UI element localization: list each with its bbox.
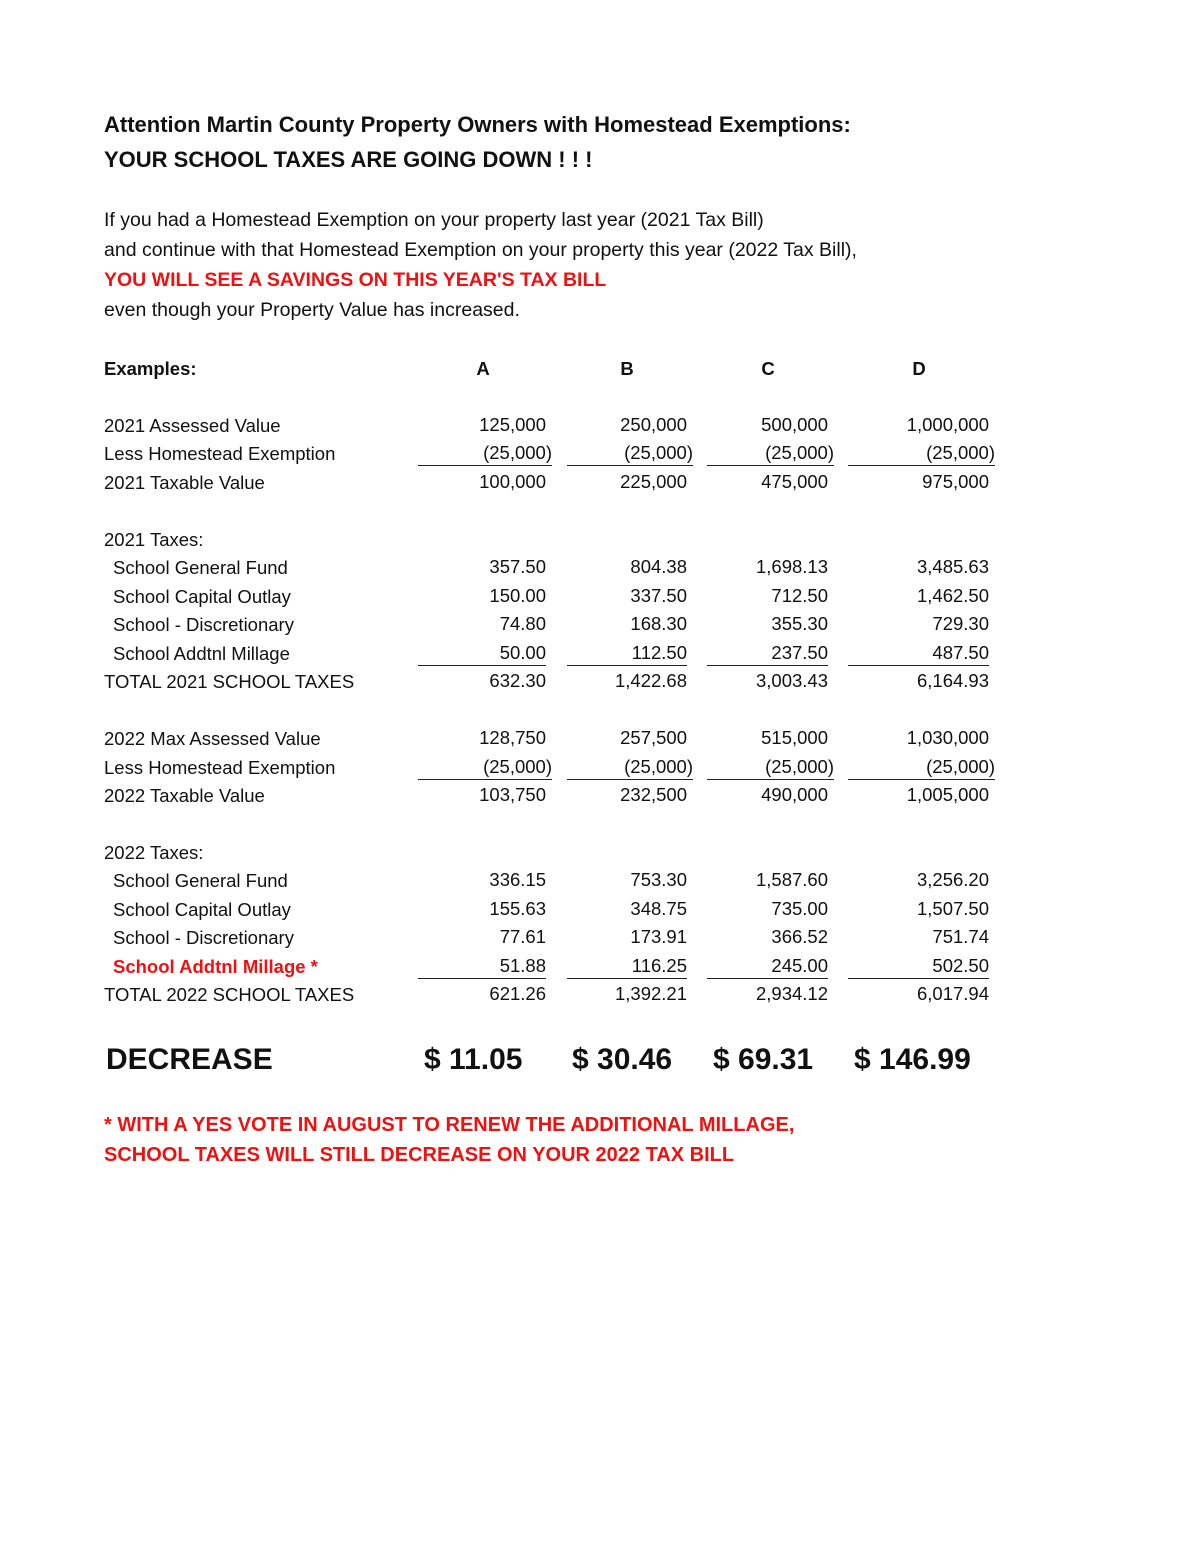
row-label: School General Fund [113,870,288,891]
value-cell-d: 3,256.20 [916,869,989,890]
examples-label: Examples: [104,358,197,379]
value-cell-b: 225,000 [620,471,687,492]
value-cell-d: 975,000 [922,471,989,492]
value-cell-d: 751.74 [932,926,989,947]
value-cell-c: (25,000) [707,441,834,466]
value-cell-c: 735.00 [771,898,828,919]
table-row [0,584,1200,610]
value-cell-c: 515,000 [761,727,828,748]
value-cell-d: 502.50 [848,954,989,979]
value-cell-a: 50.00 [418,641,546,666]
value-cell-c: 1,698.13 [755,556,828,577]
value-cell-a: 632.30 [489,670,546,691]
table-row [0,470,1200,496]
value-cell-d: 3,485.63 [916,556,989,577]
row-label: 2022 Max Assessed Value [104,728,321,749]
column-header-a: A [476,358,490,379]
value-cell-d: 729.30 [932,613,989,634]
table-row [0,527,1200,553]
table-row [0,897,1200,923]
intro-savings-highlight: YOU WILL SEE A SAVINGS ON THIS YEAR'S TAX BILL [104,269,607,291]
value-cell-b: (25,000) [567,755,693,780]
value-cell-b: 348.75 [630,898,687,919]
row-label: School Capital Outlay [113,586,291,607]
intro-line-2: and continue with that Homestead Exemption on your property this year (2022 Tax Bill), [104,239,857,261]
table-row [0,612,1200,638]
value-cell-a: 100,000 [479,471,546,492]
value-cell-d: 1,030,000 [906,727,989,748]
value-cell-d: (25,000) [848,441,995,466]
value-cell-a: 77.61 [499,926,546,947]
footnote-line-2: SCHOOL TAXES WILL STILL DECREASE ON YOUR 2022 TAX BILL [104,1144,735,1166]
value-cell-b: 232,500 [620,784,687,805]
row-label: School Capital Outlay [113,899,291,920]
decrease-value-d: $ 146.99 [854,1043,971,1076]
title-line-1: Attention Martin County Property Owners with Homestead Exemptions: [104,112,851,137]
row-label: TOTAL 2022 SCHOOL TAXES [104,984,355,1005]
value-cell-a: 357.50 [489,556,546,577]
row-label: School General Fund [113,557,288,578]
value-cell-a: (25,000) [418,755,552,780]
value-cell-b: (25,000) [567,441,693,466]
table-row [0,925,1200,951]
value-cell-c: 3,003.43 [755,670,828,691]
value-cell-b: 112.50 [567,641,687,666]
table-row [0,726,1200,752]
value-cell-d: 1,507.50 [916,898,989,919]
value-cell-b: 753.30 [630,869,687,890]
value-cell-b: 804.38 [630,556,687,577]
value-cell-a: 74.80 [499,613,546,634]
value-cell-a: 621.26 [489,983,546,1004]
value-cell-a: 51.88 [418,954,546,979]
row-label: School Addtnl Millage [113,643,290,664]
row-label: Less Homestead Exemption [104,443,336,464]
value-cell-a: (25,000) [418,441,552,466]
decrease-row [0,1040,1200,1080]
value-cell-c: 355.30 [771,613,828,634]
value-cell-b: 1,422.68 [614,670,687,691]
examples-header-row [0,356,1200,382]
value-cell-c: 366.52 [771,926,828,947]
value-cell-d: (25,000) [848,755,995,780]
row-label: Less Homestead Exemption [104,757,336,778]
value-cell-a: 125,000 [479,414,546,435]
row-label: School - Discretionary [113,614,294,635]
value-cell-d: 6,017.94 [916,983,989,1004]
table-row [0,641,1200,667]
row-label: School Addtnl Millage * [113,956,318,977]
table-row [0,840,1200,866]
value-cell-b: 257,500 [620,727,687,748]
value-cell-c: 245.00 [707,954,828,979]
table-row [0,783,1200,809]
value-cell-b: 116.25 [567,954,687,979]
value-cell-a: 128,750 [479,727,546,748]
value-cell-d: 487.50 [848,641,989,666]
value-cell-c: 1,587.60 [755,869,828,890]
table-row [0,413,1200,439]
value-cell-c: 712.50 [771,585,828,606]
value-cell-a: 150.00 [489,585,546,606]
row-label: 2021 Assessed Value [104,415,281,436]
value-cell-c: 500,000 [761,414,828,435]
value-cell-c: (25,000) [707,755,834,780]
value-cell-c: 475,000 [761,471,828,492]
title-line-2: YOUR SCHOOL TAXES ARE GOING DOWN ! ! ! [104,147,593,172]
value-cell-c: 490,000 [761,784,828,805]
value-cell-b: 168.30 [630,613,687,634]
value-cell-c: 237.50 [707,641,828,666]
footnote-line-1: * WITH A YES VOTE IN AUGUST TO RENEW THE ADDITIONAL MILLAGE, [104,1114,795,1136]
row-label: 2021 Taxable Value [104,472,265,493]
row-label: TOTAL 2021 SCHOOL TAXES [104,671,355,692]
table-row [0,755,1200,781]
value-cell-d: 6,164.93 [916,670,989,691]
row-label: School - Discretionary [113,927,294,948]
table-row [0,669,1200,695]
table-row [0,954,1200,980]
decrease-value-c: $ 69.31 [713,1043,814,1076]
value-cell-a: 155.63 [489,898,546,919]
value-cell-a: 336.15 [489,869,546,890]
table-row [0,555,1200,581]
decrease-value-a: $ 11.05 [424,1043,523,1076]
table-row [0,868,1200,894]
column-header-d: D [912,358,926,379]
column-header-b: B [620,358,634,379]
value-cell-d: 1,000,000 [906,414,989,435]
value-cell-b: 337.50 [630,585,687,606]
value-cell-c: 2,934.12 [755,983,828,1004]
row-label: 2021 Taxes: [104,529,204,550]
value-cell-b: 250,000 [620,414,687,435]
decrease-value-b: $ 30.46 [572,1043,673,1076]
table-row [0,982,1200,1008]
value-cell-b: 173.91 [630,926,687,947]
value-cell-d: 1,462.50 [916,585,989,606]
value-cell-a: 103,750 [479,784,546,805]
table-row [0,441,1200,467]
column-header-c: C [761,358,775,379]
value-cell-d: 1,005,000 [906,784,989,805]
decrease-label: DECREASE [106,1043,273,1076]
value-cell-b: 1,392.21 [614,983,687,1004]
intro-line-1: If you had a Homestead Exemption on your property last year (2021 Tax Bill) [104,209,764,231]
intro-line-4: even though your Property Value has increased. [104,299,520,321]
row-label: 2022 Taxes: [104,842,204,863]
row-label: 2022 Taxable Value [104,785,265,806]
